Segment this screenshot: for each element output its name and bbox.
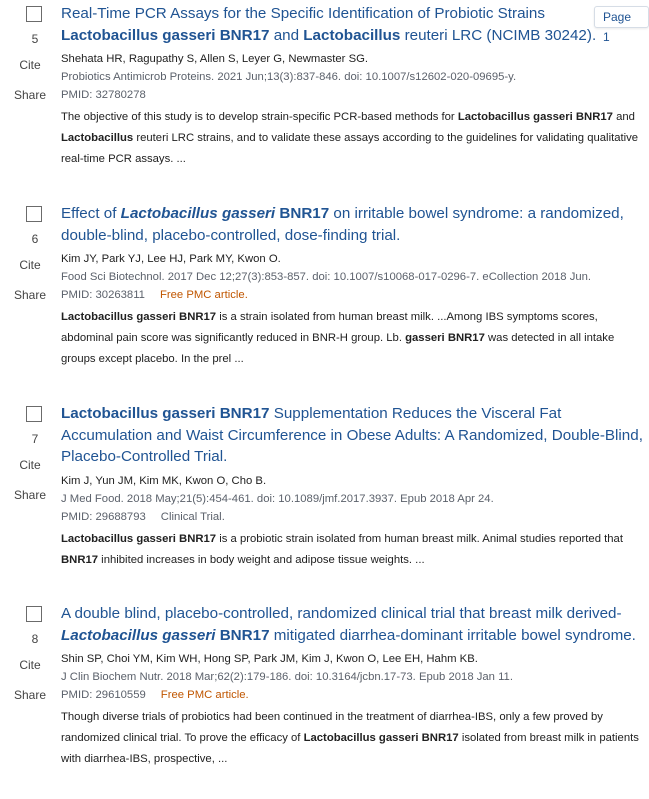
article-authors: Shin SP, Choi YM, Kim WH, Hong SP, Park JM, Kim J, Kwon O, Lee EH, Hahm KB. (61, 653, 478, 665)
pmid-line (61, 86, 645, 104)
text-run: Lactobacillus (303, 26, 401, 44)
article-citation: Probiotics Antimicrob Proteins. 2021 Jun;13(3):837-846. doi: 10.1007/s12602-020-09695-y. (61, 71, 517, 83)
result-number: 5 (31, 32, 39, 46)
share-button[interactable]: Share (13, 688, 47, 702)
share-button[interactable]: Share (13, 488, 47, 502)
result-content (61, 403, 645, 571)
share-button[interactable]: Share (13, 88, 47, 102)
result-content (61, 603, 645, 770)
text-run: BNR17 (421, 732, 459, 744)
article-citation: J Clin Biochem Nutr. 2018 Mar;62(2):179-186. doi: 10.3164/jcbn.17-73. Epub 2018 Jan 11. (61, 671, 513, 683)
article-authors: Kim J, Yun JM, Kim MK, Kwon O, Cho B. (61, 474, 267, 487)
text-run: Lactobacillus gasseri (61, 626, 216, 644)
pmid-line (61, 508, 645, 526)
pmid-line (61, 686, 645, 704)
text-run: Lactobacillus gasseri BNR17 (61, 26, 270, 44)
article-title-link[interactable]: Lactobacillus gasseri BNR17 Supplementation Reduces the Visceral Fat Accumulation and Waist Circumference in Obese Adults: A Randomized, Double-Blind, Placebo-Controlled Trial. (61, 405, 643, 465)
text-run: BNR17 (447, 332, 485, 344)
pmid: PMID: 32780278 (61, 89, 146, 101)
result-number: 6 (31, 232, 39, 246)
text-run: Lactobacillus gasseri (457, 111, 573, 123)
result-number: 8 (31, 632, 39, 646)
cite-button[interactable]: Cite (19, 658, 41, 672)
article-title-link[interactable]: Effect of Lactobacillus gasseri BNR17 on irritable bowel syndrome: a randomized, double-blind, placebo-controlled, dose-finding trial. (61, 205, 624, 244)
pmid: PMID: 29688793 (61, 510, 146, 523)
cite-button[interactable]: Cite (19, 58, 41, 72)
article-snippet: Lactobacillus gasseri BNR17 is a strain isolated from human breast milk. ...Among IBS symptoms scores, abdominal pain score was significantly reduced in BNR-H group. Lb. gasseri BNR17 was detected in all intake groups except placebo. In the prel ... (61, 311, 615, 365)
pmid: PMID: 29610559 (61, 689, 146, 701)
result-content (61, 203, 645, 370)
free-pmc-label: Free PMC article. (160, 689, 249, 701)
publication-type: Clinical Trial. (160, 510, 225, 523)
text-run: BNR17 (61, 553, 99, 566)
text-run: Lactobacillus gasseri BNR17 (61, 405, 270, 422)
text-run: Lactobacillus gasseri (120, 205, 276, 222)
article-snippet: The objective of this study is to develop strain-specific PCR-based methods for Lactobacillus gasseri BNR17 and Lactobacillus reuteri LRC strains, and to validate these assays according to the guidelines for validating qualitative real-time PCR assays. ... (61, 111, 639, 165)
select-checkbox[interactable] (26, 406, 42, 422)
text-run: BNR17 (575, 111, 613, 123)
result-content (61, 3, 645, 170)
article-authors: Shehata HR, Ragupathy S, Allen S, Leyer G, Newmaster SG. (61, 53, 369, 65)
text-run: Lactobacillus gasseri (61, 532, 176, 545)
page-number-badge: Page 1 (594, 6, 649, 28)
select-checkbox[interactable] (26, 6, 42, 22)
cite-button[interactable]: Cite (19, 458, 41, 472)
select-checkbox[interactable] (26, 206, 42, 222)
article-authors: Kim JY, Park YJ, Lee HJ, Park MY, Kwon O. (61, 253, 281, 265)
pmid-line (61, 286, 645, 304)
article-title-link[interactable]: Real-Time PCR Assays for the Specific Identification of Probiotic Strains Lactobacillus gasseri BNR17 and Lactobacillus reuteri LRC (NCIMB 30242). (61, 5, 597, 44)
cite-button[interactable]: Cite (19, 258, 41, 272)
share-button[interactable]: Share (13, 288, 47, 302)
text-run: BNR17 (219, 626, 270, 644)
article-snippet: Lactobacillus gasseri BNR17 is a probiotic strain isolated from human breast milk. Animal studies reported that BNR17 inhibited increases in body weight and adipose tissue weights. ... (61, 532, 623, 566)
text-run: Lactobacillus gasseri (303, 732, 419, 744)
article-title-link[interactable]: A double blind, placebo-controlled, randomized clinical trial that breast milk derived-Lactobacillus gasseri BNR17 mitigated diarrhea-dominant irritable bowel syndrome. (61, 605, 636, 644)
article-citation: J Med Food. 2018 May;21(5):454-461. doi: 10.1089/jmf.2017.3937. Epub 2018 Apr 24. (61, 492, 494, 505)
article-snippet: Though diverse trials of probiotics had been continued in the treatment of diarrhea-IBS, only a few proved by randomized clinical trial. To prove the efficacy of Lactobacillus gasseri BNR17 isolated from breast milk in patients with diarrhea-IBS, prospective, ... (61, 711, 639, 765)
text-run: gasseri (405, 332, 445, 344)
result-number: 7 (31, 432, 39, 446)
text-run: BNR17 (179, 532, 217, 545)
text-run: Lactobacillus (61, 132, 134, 144)
free-pmc-label: Free PMC article. (159, 289, 248, 301)
article-citation: Food Sci Biotechnol. 2017 Dec 12;27(3):853-857. doi: 10.1007/s10068-017-0296-7. eCollection 2018 Jun. (61, 271, 592, 283)
text-run: BNR17 (279, 205, 330, 222)
text-run: BNR17 (179, 311, 217, 323)
select-checkbox[interactable] (26, 606, 42, 622)
pmid: PMID: 30263811 (61, 289, 145, 301)
text-run: Lactobacillus gasseri (61, 311, 176, 323)
